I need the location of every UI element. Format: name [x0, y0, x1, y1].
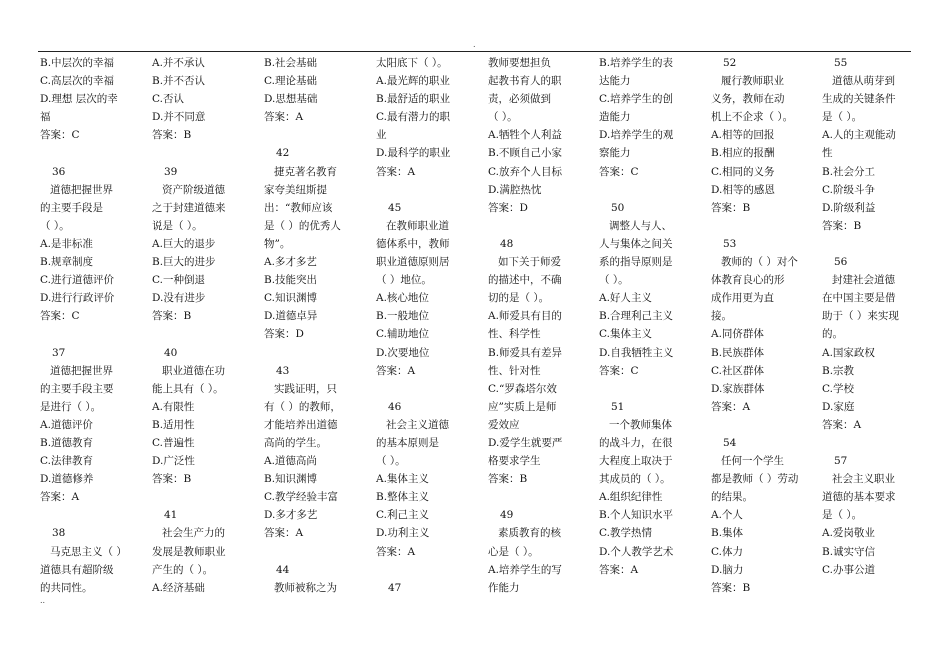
text-line: 助于（ ）来实现 — [822, 310, 899, 323]
spacer — [376, 561, 480, 579]
spacer — [599, 579, 703, 597]
text-line: 性 — [822, 147, 833, 160]
text-line: 高尚的学生。 — [264, 436, 327, 449]
text-line: 人与集体之间关 — [599, 237, 673, 250]
spacer — [40, 144, 144, 162]
text-line: D.理想 层次的幸 — [40, 93, 118, 106]
text-line: 的共同性。 — [40, 581, 93, 594]
question-number: 55 — [834, 57, 848, 69]
question-number: 57 — [834, 455, 848, 468]
text-line: B.相应的报酬 — [711, 147, 775, 160]
text-line: A.爱岗敬业 — [822, 527, 875, 540]
text-column — [40, 54, 144, 597]
spacer — [376, 380, 480, 398]
text-line: B.中层次的幸福 — [40, 57, 115, 69]
text-line: 性、科学性 — [488, 328, 541, 341]
text-line: D.功利主义 — [376, 527, 430, 540]
text-line: A.牺牲个人利益 — [488, 129, 562, 142]
spacer — [264, 543, 368, 561]
text-line: B.民族群体 — [711, 346, 765, 359]
text-line: 发展是教师职业 — [152, 545, 226, 558]
answer-line: 答案：C — [599, 165, 639, 178]
text-line: 说是（ ）。 — [152, 219, 203, 232]
text-line: 马克思主义（ ） — [50, 545, 127, 558]
answer-line: 答案：A — [264, 111, 304, 124]
text-line: 道德把握世界 — [50, 364, 113, 377]
question-number: 48 — [500, 237, 514, 250]
text-line: A.经济基础 — [152, 581, 205, 594]
question-number: 51 — [611, 400, 625, 413]
text-line: 履行教师职业 — [721, 75, 784, 88]
spacer — [822, 235, 926, 253]
text-line: C.放弃个人目标 — [488, 165, 562, 178]
text-line: 的描述中，不确 — [488, 274, 562, 287]
text-line: 大程度上取决于 — [599, 455, 673, 468]
question-number: 44 — [276, 563, 290, 576]
text-line: B.师爱具有差异 — [488, 346, 563, 359]
answer-line: 答案：B — [152, 473, 192, 486]
answer-line: 答案：C — [40, 129, 80, 142]
text-line: 道德从萌芽到 — [832, 75, 895, 88]
text-line: B.最舒适的职业 — [376, 93, 451, 106]
text-line: 实践证明，只 — [274, 382, 337, 395]
text-line: D.多才多艺 — [264, 509, 318, 522]
text-line: A.道德评价 — [40, 418, 93, 431]
text-line: C.知识渊博 — [264, 292, 317, 305]
text-line: C.进行道德评价 — [40, 274, 114, 287]
question-number: 54 — [723, 436, 737, 449]
question-number: 49 — [500, 509, 514, 522]
spacer — [822, 434, 926, 452]
answer-line: 答案：A — [711, 400, 751, 413]
text-line: 家夸美纽斯提 — [264, 183, 327, 196]
spacer — [711, 416, 815, 434]
text-line: B.社会基础 — [264, 57, 318, 69]
text-column — [152, 54, 256, 597]
text-line: 作能力 — [488, 581, 520, 594]
text-line: C.教学热情 — [599, 527, 652, 540]
text-line: C.学校 — [822, 382, 854, 395]
answer-line: 答案：A — [822, 418, 862, 431]
text-line: 出：“教师应该 — [264, 201, 333, 214]
text-line: B.一般地位 — [376, 310, 430, 323]
footer-dots: .. — [40, 596, 46, 605]
text-line: 都是教师（ ）劳动 — [711, 473, 799, 486]
text-line: C.阶级斗争 — [822, 183, 875, 196]
text-line: 教师的（ ）对个 — [721, 256, 798, 269]
text-line: C.教学经验丰富 — [264, 491, 338, 504]
text-line: B.巨大的进步 — [152, 256, 216, 269]
answer-line: 答案：B — [711, 201, 751, 214]
spacer — [376, 181, 480, 199]
answer-line: 答案：A — [599, 563, 639, 576]
text-line: A.核心地位 — [376, 292, 429, 305]
text-line: A.同侪群体 — [711, 328, 764, 341]
text-column — [599, 54, 703, 597]
text-line: D.个人教学艺术 — [599, 545, 674, 558]
question-number: 50 — [611, 201, 625, 214]
text-line: D.培养学生的观 — [599, 129, 674, 142]
text-line: 爱效应 — [488, 418, 520, 431]
spacer — [599, 181, 703, 199]
text-line: 产生的（ ）。 — [152, 563, 214, 576]
text-line: D.没有进步 — [152, 292, 206, 305]
text-line: A.集体主义 — [376, 473, 429, 486]
text-line: C.相同的义务 — [711, 165, 775, 178]
text-line: （ ）地位。 — [376, 274, 432, 287]
text-line: A.最光辉的职业 — [376, 75, 450, 88]
text-line: 其成员的（ ）。 — [599, 473, 671, 486]
text-line: 在教师职业道 — [386, 219, 449, 232]
spacer — [488, 488, 592, 506]
text-line: C.普遍性 — [152, 436, 195, 449]
text-line: 体教育良心的形 — [711, 274, 785, 287]
spacer — [40, 325, 144, 343]
text-line: A.相等的回报 — [711, 129, 775, 142]
text-line: 成作用更为直 — [711, 292, 774, 305]
answer-line: 答案：A — [40, 491, 80, 504]
text-line: A.好人主义 — [599, 292, 652, 305]
text-line: D.爱学生就要严 — [488, 436, 563, 449]
text-line: A.人的主观能动 — [822, 129, 896, 142]
answer-line: 答案：A — [264, 527, 304, 540]
text-line: 捷克著名教育 — [274, 165, 337, 178]
text-line: A.师爱具有目的 — [488, 310, 562, 323]
question-number: 41 — [164, 509, 178, 522]
text-line: B.并不否认 — [152, 75, 206, 88]
spacer — [40, 506, 144, 524]
text-line: B.培养学生的表 — [599, 57, 674, 69]
text-line: 是进行（ ）。 — [40, 400, 102, 413]
text-line: 的战斗力，在很 — [599, 436, 673, 449]
text-line: 教师要想担负 — [488, 57, 551, 69]
question-number: 47 — [388, 581, 402, 594]
text-line: 之于封建道德来 — [152, 201, 226, 214]
text-line: （ ）。 — [599, 274, 629, 287]
text-line: 物”。 — [264, 237, 291, 250]
text-line: 社会生产力的 — [162, 527, 225, 540]
text-line: 能上具有（ ）。 — [152, 382, 224, 395]
text-column — [711, 54, 815, 597]
text-line: A.培养学生的写 — [488, 563, 562, 576]
text-line: 起教书育人的职 — [488, 75, 562, 88]
spacer — [488, 217, 592, 235]
text-line: 有（ ）的教师， — [264, 400, 341, 413]
text-line: 机上不企求（ ）。 — [711, 111, 794, 124]
answer-line: 答案：D — [488, 201, 528, 214]
text-line: 是（ ）。 — [822, 111, 863, 124]
text-line: C.高层次的幸福 — [40, 75, 114, 88]
question-number: 42 — [276, 147, 290, 160]
text-column — [822, 54, 926, 597]
question-number: 38 — [52, 527, 66, 540]
text-line: D.进行行政评价 — [40, 292, 115, 305]
question-number: 39 — [164, 165, 178, 178]
text-line: 职业道德在功 — [162, 364, 225, 377]
answer-line: 答案：B — [711, 581, 751, 594]
text-line: 察能力 — [599, 147, 631, 160]
text-line: 义务，教师在动 — [711, 93, 785, 106]
text-column — [264, 54, 368, 597]
text-line: C.“罗森塔尔效 — [488, 382, 557, 395]
text-line: D.道德修养 — [40, 473, 94, 486]
text-line: 系的指导原则是 — [599, 256, 673, 269]
text-line: 封建社会道德 — [832, 274, 895, 287]
text-line: 素质教育的核 — [498, 527, 561, 540]
answer-line: 答案：A — [376, 165, 416, 178]
text-line: 调整人与人、 — [609, 219, 672, 232]
text-line: 道德把握世界 — [50, 183, 113, 196]
text-line: 是（ ）。 — [822, 509, 863, 522]
text-line: 职业道德原则居 — [376, 256, 450, 269]
text-line: 才能培养出道德 — [264, 418, 338, 431]
text-line: D.思想基础 — [264, 93, 318, 106]
text-line: 太阳底下（ ）。 — [376, 57, 448, 69]
text-line: C.集体主义 — [599, 328, 652, 341]
text-line: 格要求学生 — [488, 455, 541, 468]
question-number: 46 — [388, 400, 402, 413]
text-line: D.最科学的职业 — [376, 147, 451, 160]
question-number: 52 — [723, 57, 737, 69]
text-line: 心是（ ）。 — [488, 545, 539, 558]
header-dot: . — [473, 40, 476, 49]
text-line: C.法律教育 — [40, 455, 93, 468]
text-line: B.技能突出 — [264, 274, 318, 287]
text-line: D.家族群体 — [711, 382, 765, 395]
text-line: A.有限性 — [152, 400, 195, 413]
text-line: B.道德教育 — [40, 436, 94, 449]
answer-line: 答案：B — [152, 310, 192, 323]
text-line: 任何一个学生 — [721, 455, 784, 468]
text-line: B.知识渊博 — [264, 473, 318, 486]
text-line: 一个教师集体 — [609, 418, 672, 431]
text-line: 的主要手段主要 — [40, 382, 114, 395]
text-line: 是（ ）的优秀人 — [264, 219, 341, 232]
question-number: 40 — [164, 346, 178, 359]
spacer — [822, 579, 926, 597]
text-line: 教师被称之为 — [274, 581, 337, 594]
text-line: 在中国主要是借 — [822, 292, 896, 305]
text-line: 造能力 — [599, 111, 631, 124]
text-line: 资产阶级道德 — [162, 183, 225, 196]
text-line: 福 — [40, 111, 51, 124]
text-line: B.集体 — [711, 527, 744, 540]
answer-line: 答案：B — [488, 473, 528, 486]
text-line: 的。 — [822, 328, 843, 341]
question-number: 37 — [52, 346, 66, 359]
text-line: D.广泛性 — [152, 455, 195, 468]
answer-line: 答案：D — [264, 328, 304, 341]
text-line: 如下关于师爱 — [498, 256, 561, 269]
question-number: 36 — [52, 165, 66, 178]
text-line: D.并不同意 — [152, 111, 206, 124]
text-line: 生成的关键条件 — [822, 93, 896, 106]
text-line: 达能力 — [599, 75, 631, 88]
text-line: C.最有潜力的职 — [376, 111, 450, 124]
question-number: 53 — [723, 237, 737, 250]
spacer — [711, 217, 815, 235]
text-line: 的结果。 — [711, 491, 753, 504]
header-rule — [38, 51, 911, 52]
text-line: （ ）。 — [376, 455, 406, 468]
text-line: 社会主义道德 — [386, 418, 449, 431]
text-line: C.否认 — [152, 93, 184, 106]
answer-line: 答案：C — [599, 364, 639, 377]
text-line: D.次要地位 — [376, 346, 430, 359]
text-line: C.利己主义 — [376, 509, 429, 522]
answer-line: 答案：A — [376, 364, 416, 377]
text-line: A.个人 — [711, 509, 743, 522]
text-line: C.理论基础 — [264, 75, 317, 88]
text-line: B.社会分工 — [822, 165, 876, 178]
question-number: 45 — [388, 201, 402, 214]
text-line: B.整体主义 — [376, 491, 430, 504]
text-line: 道德具有超阶级 — [40, 563, 114, 576]
text-line: C.社区群体 — [711, 364, 764, 377]
text-line: A.道德高尚 — [264, 455, 317, 468]
text-line: 社会主义职业 — [832, 473, 895, 486]
text-column — [488, 54, 592, 597]
answer-line: 答案：B — [152, 129, 192, 142]
text-line: 应”实质上是师 — [488, 400, 557, 413]
text-line: B.合理利己主义 — [599, 310, 674, 323]
text-line: 的基本原则是 — [376, 436, 439, 449]
question-number: 56 — [834, 256, 848, 269]
text-line: D.阶级利益 — [822, 201, 876, 214]
answer-line: 答案：B — [822, 219, 862, 232]
text-line: D.脑力 — [711, 563, 744, 576]
text-line: D.自我牺牲主义 — [599, 346, 674, 359]
text-line: A.多才多艺 — [264, 256, 317, 269]
text-line: C.辅助地位 — [376, 328, 429, 341]
spacer — [152, 325, 256, 343]
text-line: C.一种倒退 — [152, 274, 205, 287]
text-line: C.体力 — [711, 545, 743, 558]
text-line: B.适用性 — [152, 418, 195, 431]
text-line: B.不顾自己小家 — [488, 147, 563, 160]
spacer — [152, 488, 256, 506]
text-line: D.满腔热忱 — [488, 183, 542, 196]
text-line: D.相等的感恩 — [711, 183, 775, 196]
spacer — [264, 344, 368, 362]
text-column — [376, 54, 480, 597]
text-line: A.并不承认 — [152, 57, 205, 69]
text-line: 接。 — [711, 310, 732, 323]
text-line: （ ）。 — [40, 219, 70, 232]
text-line: 责，必须做到 — [488, 93, 551, 106]
spacer — [152, 144, 256, 162]
text-line: A.巨大的退步 — [152, 237, 216, 250]
text-line: B.诚实守信 — [822, 545, 876, 558]
text-line: 德体系中，教师 — [376, 237, 450, 250]
answer-line: 答案：C — [40, 310, 80, 323]
question-number: 43 — [276, 364, 290, 377]
text-line: B.宗教 — [822, 364, 855, 377]
text-line: A.组织纪律性 — [599, 491, 663, 504]
text-line: 道德的基本要求 — [822, 491, 896, 504]
text-line: B.规章制度 — [40, 256, 94, 269]
text-line: C.办事公道 — [822, 563, 875, 576]
answer-line: 答案：A — [376, 545, 416, 558]
text-line: 性、针对性 — [488, 364, 541, 377]
text-line: D.家庭 — [822, 400, 855, 413]
text-line: （ ）。 — [488, 111, 518, 124]
spacer — [599, 380, 703, 398]
text-line: 的主要手段是 — [40, 201, 103, 214]
text-line: 切的是（ ）。 — [488, 292, 550, 305]
text-line: A.是非标准 — [40, 237, 93, 250]
text-line: C.培养学生的创 — [599, 93, 673, 106]
text-line: B.个人知识水平 — [599, 509, 674, 522]
text-line: 业 — [376, 129, 387, 142]
text-line: D.道德卓异 — [264, 310, 318, 323]
text-line: A.国家政权 — [822, 346, 875, 359]
spacer — [264, 126, 368, 144]
